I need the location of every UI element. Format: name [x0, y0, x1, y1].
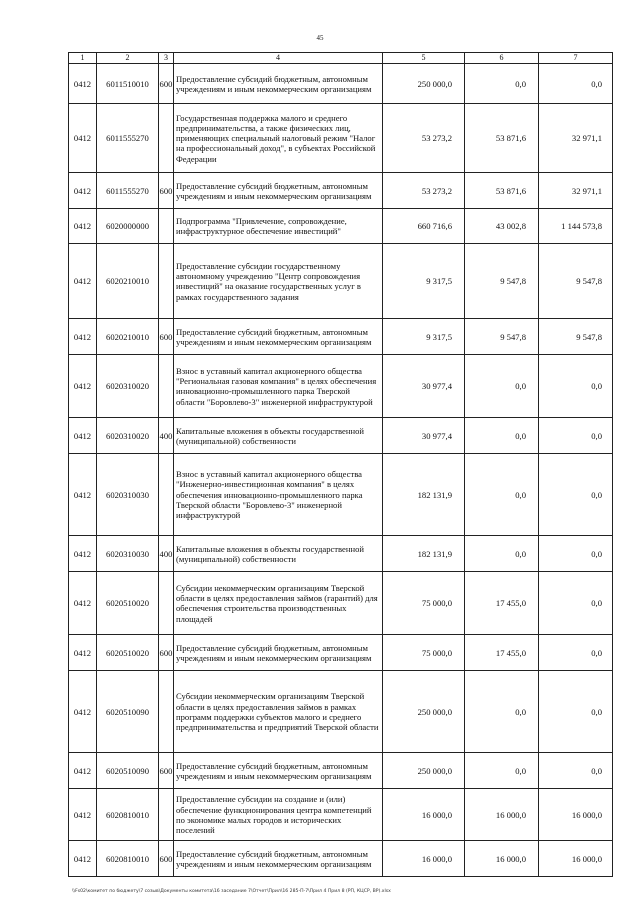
- section-code-cell: 0412: [69, 104, 97, 173]
- description-cell: Предоставление субсидий бюджетным, автономным учреждениям и иным некоммерческим организациям: [174, 319, 383, 355]
- budget-table: [68, 52, 613, 877]
- section-code-cell: 0412: [69, 635, 97, 671]
- expense-type-cell: [159, 454, 174, 536]
- amount-col6-cell: 9 547,8: [465, 319, 539, 355]
- target-code-cell: 6020000000: [97, 209, 159, 244]
- expense-type-cell: [159, 104, 174, 173]
- amount-col5-cell: 182 131,9: [383, 536, 465, 572]
- target-code-cell: 6011555270: [97, 104, 159, 173]
- amount-col6-cell: 0,0: [465, 753, 539, 789]
- amount-col5-cell: 250 000,0: [383, 671, 465, 753]
- header-col-3: 3: [159, 53, 174, 64]
- amount-col6-cell: 0,0: [465, 454, 539, 536]
- target-code-cell: 6020510020: [97, 635, 159, 671]
- target-code-cell: 6011510010: [97, 64, 159, 104]
- section-code-cell: 0412: [69, 244, 97, 319]
- amount-col7-cell: 0,0: [539, 418, 613, 454]
- description-cell: Взнос в уставный капитал акционерного общества "Инженерно-инвестиционная компания" в целях обеспечения инновационно-промышленного парка Тверской области "Боровлево-3" инженерной инфраструктурой: [174, 454, 383, 536]
- description-cell: Предоставление субсидии на создание и (или) обеспечение функционирования центра компетенций по экономике малых городов и исторических поселений: [174, 789, 383, 841]
- section-code-cell: 0412: [69, 753, 97, 789]
- amount-col5-cell: 75 000,0: [383, 572, 465, 635]
- table-row: [69, 671, 613, 753]
- expense-type-cell: [159, 789, 174, 841]
- expense-type-cell: 600: [159, 319, 174, 355]
- amount-col5-cell: 182 131,9: [383, 454, 465, 536]
- amount-col7-cell: 0,0: [539, 671, 613, 753]
- section-code-cell: 0412: [69, 418, 97, 454]
- amount-col7-cell: 32 971,1: [539, 173, 613, 209]
- section-code-cell: 0412: [69, 572, 97, 635]
- amount-col7-cell: 0,0: [539, 454, 613, 536]
- section-code-cell: 0412: [69, 173, 97, 209]
- amount-col7-cell: 0,0: [539, 536, 613, 572]
- amount-col6-cell: 53 871,6: [465, 104, 539, 173]
- amount-col7-cell: 0,0: [539, 572, 613, 635]
- header-col-1: 1: [69, 53, 97, 64]
- description-cell: Предоставление субсидии государственному автономному учреждению "Центр сопровождения инвестиций" на оказание государственных услуг в рамках государственного задания: [174, 244, 383, 319]
- expense-type-cell: 400: [159, 536, 174, 572]
- target-code-cell: 6020310020: [97, 418, 159, 454]
- target-code-cell: 6020810010: [97, 841, 159, 877]
- amount-col5-cell: 75 000,0: [383, 635, 465, 671]
- amount-col6-cell: 17 455,0: [465, 572, 539, 635]
- table-row: [69, 418, 613, 454]
- target-code-cell: 6020210010: [97, 319, 159, 355]
- table-row: [69, 104, 613, 173]
- header-col-7: 7: [539, 53, 613, 64]
- table-row: [69, 173, 613, 209]
- description-cell: Подпрограмма "Привлечение, сопровождение, инфраструктурное обеспечение инвестиций": [174, 209, 383, 244]
- target-code-cell: 6020510090: [97, 753, 159, 789]
- header-col-4: 4: [174, 53, 383, 64]
- amount-col6-cell: 16 000,0: [465, 841, 539, 877]
- amount-col6-cell: 0,0: [465, 355, 539, 418]
- table-row: [69, 209, 613, 244]
- expense-type-cell: [159, 209, 174, 244]
- section-code-cell: 0412: [69, 209, 97, 244]
- description-cell: Предоставление субсидий бюджетным, автономным учреждениям и иным некоммерческим организациям: [174, 173, 383, 209]
- expense-type-cell: [159, 355, 174, 418]
- table-row: [69, 572, 613, 635]
- amount-col6-cell: 0,0: [465, 418, 539, 454]
- section-code-cell: 0412: [69, 536, 97, 572]
- expense-type-cell: 600: [159, 841, 174, 877]
- description-cell: Предоставление субсидий бюджетным, автономным учреждениям и иным некоммерческим организациям: [174, 635, 383, 671]
- description-cell: Капитальные вложения в объекты государственной (муниципальной) собственности: [174, 418, 383, 454]
- target-code-cell: 6020310030: [97, 536, 159, 572]
- table-row: [69, 536, 613, 572]
- amount-col5-cell: 53 273,2: [383, 104, 465, 173]
- header-row: [69, 53, 613, 64]
- amount-col5-cell: 250 000,0: [383, 64, 465, 104]
- table-row: [69, 64, 613, 104]
- amount-col5-cell: 30 977,4: [383, 355, 465, 418]
- expense-type-cell: [159, 671, 174, 753]
- section-code-cell: 0412: [69, 64, 97, 104]
- section-code-cell: 0412: [69, 355, 97, 418]
- amount-col7-cell: 16 000,0: [539, 789, 613, 841]
- amount-col6-cell: 16 000,0: [465, 789, 539, 841]
- amount-col5-cell: 250 000,0: [383, 753, 465, 789]
- description-cell: Взнос в уставный капитал акционерного общества "Региональная газовая компания" в целях обеспечения инновационно-промышленного парка Тверской области "Боровлево-3" инженерной инфраструктурой: [174, 355, 383, 418]
- expense-type-cell: 600: [159, 64, 174, 104]
- header-col-5: 5: [383, 53, 465, 64]
- description-cell: Предоставление субсидий бюджетным, автономным учреждениям и иным некоммерческим организациям: [174, 753, 383, 789]
- amount-col6-cell: 0,0: [465, 536, 539, 572]
- amount-col5-cell: 16 000,0: [383, 789, 465, 841]
- header-col-6: 6: [465, 53, 539, 64]
- amount-col5-cell: 9 317,5: [383, 244, 465, 319]
- target-code-cell: 6011555270: [97, 173, 159, 209]
- section-code-cell: 0412: [69, 841, 97, 877]
- amount-col6-cell: 0,0: [465, 671, 539, 753]
- page-number: 45: [316, 34, 324, 42]
- amount-col5-cell: 30 977,4: [383, 418, 465, 454]
- target-code-cell: 6020310030: [97, 454, 159, 536]
- table-row: [69, 841, 613, 877]
- description-cell: Субсидии некоммерческим организациям Тверской области в целях предоставления займов (гарантий) для обеспечения строительства производственных площадей: [174, 572, 383, 635]
- expense-type-cell: [159, 572, 174, 635]
- description-cell: Предоставление субсидий бюджетным, автономным учреждениям и иным некоммерческим организациям: [174, 64, 383, 104]
- section-code-cell: 0412: [69, 671, 97, 753]
- amount-col7-cell: 16 000,0: [539, 841, 613, 877]
- target-code-cell: 6020210010: [97, 244, 159, 319]
- amount-col7-cell: 1 144 573,8: [539, 209, 613, 244]
- expense-type-cell: 600: [159, 635, 174, 671]
- description-cell: Государственная поддержка малого и среднего предпринимательства, а также физических лиц, применяющих специальный налоговый режим "Налог на профессиональный доход", в субъектах Российской Федерации: [174, 104, 383, 173]
- amount-col7-cell: 9 547,8: [539, 319, 613, 355]
- expense-type-cell: 400: [159, 418, 174, 454]
- section-code-cell: 0412: [69, 319, 97, 355]
- section-code-cell: 0412: [69, 789, 97, 841]
- amount-col7-cell: 0,0: [539, 355, 613, 418]
- section-code-cell: 0412: [69, 454, 97, 536]
- amount-col7-cell: 9 547,8: [539, 244, 613, 319]
- target-code-cell: 6020810010: [97, 789, 159, 841]
- amount-col7-cell: 0,0: [539, 635, 613, 671]
- amount-col7-cell: 32 971,1: [539, 104, 613, 173]
- target-code-cell: 6020310020: [97, 355, 159, 418]
- amount-col5-cell: 16 000,0: [383, 841, 465, 877]
- table-row: [69, 319, 613, 355]
- header-col-2: 2: [97, 53, 159, 64]
- amount-col6-cell: 53 871,6: [465, 173, 539, 209]
- table-row: [69, 355, 613, 418]
- table-row: [69, 753, 613, 789]
- amount-col6-cell: 17 455,0: [465, 635, 539, 671]
- table-row: [69, 635, 613, 671]
- description-cell: Капитальные вложения в объекты государственной (муниципальной) собственности: [174, 536, 383, 572]
- expense-type-cell: [159, 244, 174, 319]
- expense-type-cell: 600: [159, 753, 174, 789]
- amount-col7-cell: 0,0: [539, 64, 613, 104]
- file-path-footer: \\Fs02\комитет по бюджету\7 созыв\Документы комитета\16 заседание 7\Отчет\Прил\16 285-П-7\Прил 4 Прил 8 (РП, КЦСР, ВР).xlsx: [72, 889, 391, 894]
- expense-type-cell: 600: [159, 173, 174, 209]
- amount-col5-cell: 9 317,5: [383, 319, 465, 355]
- table-row: [69, 789, 613, 841]
- description-cell: Предоставление субсидий бюджетным, автономным учреждениям и иным некоммерческим организациям: [174, 841, 383, 877]
- amount-col6-cell: 0,0: [465, 64, 539, 104]
- target-code-cell: 6020510090: [97, 671, 159, 753]
- amount-col5-cell: 660 716,6: [383, 209, 465, 244]
- description-cell: Субсидии некоммерческим организациям Тверской области в целях предоставления займов в рамках программ поддержки субъектов малого и среднего предпринимательства и предприятий Тверской области: [174, 671, 383, 753]
- target-code-cell: 6020510020: [97, 572, 159, 635]
- table-row: [69, 244, 613, 319]
- amount-col7-cell: 0,0: [539, 753, 613, 789]
- amount-col6-cell: 43 002,8: [465, 209, 539, 244]
- amount-col6-cell: 9 547,8: [465, 244, 539, 319]
- table-row: [69, 454, 613, 536]
- amount-col5-cell: 53 273,2: [383, 173, 465, 209]
